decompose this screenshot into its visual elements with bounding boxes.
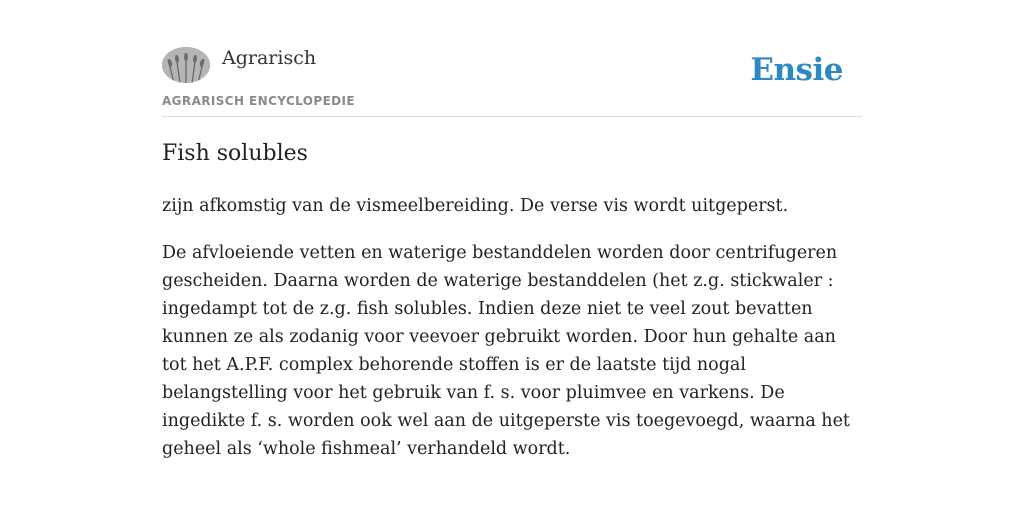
article-title: Fish solubles (162, 141, 308, 166)
wheat-icon[interactable] (162, 47, 210, 83)
publication-header (162, 44, 862, 117)
article-paragraph: De afvloeiende vetten en waterige bestanddelen worden door centrifugeren gescheiden. Daarna worden de waterige bestanddelen (het z.g. stickwaler : ingedampt tot de z.g. fish solubles. Indien deze niet te veel zout bevatten kunnen ze als zodanig voor veevoer gebruikt worden. Door hun gehalte aan tot het A.P.F. complex behorende stoffen is er de laatste tijd nogal belangstelling voor het gebruik van f. s. voor pluimvee en varkens. De ingedikte f. s. worden ook wel aan de uitgeperste vis toegevoegd, waarna het geheel als ‘whole fishmeal’ verhandeld wordt. (162, 243, 850, 459)
publication-name-link[interactable]: Agrarisch (222, 47, 317, 69)
article (162, 138, 862, 463)
publication-subtitle[interactable]: AGRARISCH ENCYCLOPEDIE (162, 94, 355, 108)
ensie-logo[interactable]: Ensie (750, 52, 843, 88)
article-paragraph: zijn afkomstig van de vismeelbereiding. De verse vis wordt uitgeperst. (162, 196, 789, 216)
